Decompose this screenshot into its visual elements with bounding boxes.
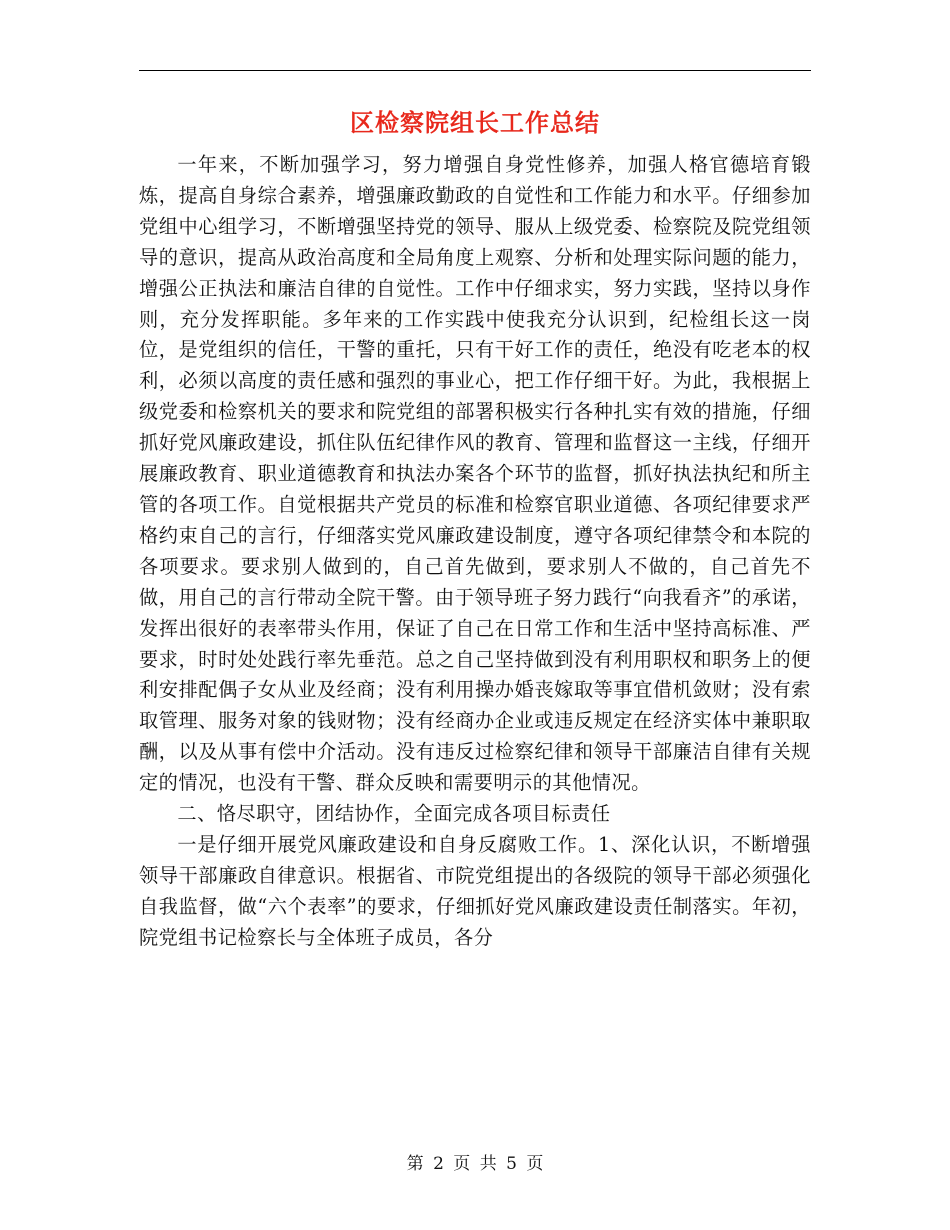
footer-current-page: 2 bbox=[433, 1154, 444, 1174]
paragraph-first-item: 一是仔细开展党风廉政建设和自身反腐败工作。1、深化认识，不断增强领导干部廉政自律意识。根据省、市院党组提出的各级院的领导干部必须强化自我监督，做“六个表率”的要求，仔细抓好党风廉政建设责任制落实。年初，院党组书记检察长与全体班子成员，各分 bbox=[139, 832, 811, 949]
footer-prefix: 第 bbox=[406, 1154, 424, 1174]
header-rule bbox=[139, 70, 811, 71]
paragraph-summary: 一年来，不断加强学习，努力增强自身党性修养，加强人格官德培育锻炼，提高自身综合素养，增强廉政勤政的自觉性和工作能力和水平。仔细参加党组中心组学习，不断增强坚持党的领导、服从上级党委、检察院及院党组领导的意识，提高从政治高度和全局角度上观察、分析和处理实际问题的能力，增强公正执法和廉洁自律的自觉性。工作中仔细求实，努力实践，坚持以身作则，充分发挥职能。多年来的工作实践中使我充分认识到，纪检组长这一岗位，是党组织的信任，干警的重托，只有干好工作的责任，绝没有吃老本的权利，必须以高度的责任感和强烈的事业心，把工作仔细干好。为此，我根据上级党委和检察机关的要求和院党组的部署积极实行各种扎实有效的措施，仔细抓好党风廉政建设，抓住队伍纪律作风的教育、管理和监督这一主线，仔细开展廉政教育、职业道德教育和执法办案各个环节的监督，抓好执法执纪和所主管的各项工作。自觉根据共产党员的标准和检察官职业道德、各项纪律要求严格约束自己的言行，仔细落实党风廉政建设制度，遵守各项纪律禁令和本院的各项要求。要求别人做到的，自己首先做到，要求别人不做的，自己首先不做，用自己的言行带动全院干警。由于领导班子努力践行“向我看齐”的承诺，发挥出很好的表率带头作用，保证了自己在日常工作和生活中坚持高标准、严要求，时时处处践行率先垂范。总之自己坚持做到没有利用职权和职务上的便利安排配偶子女从业及经商；没有利用操办婚丧嫁取等事宜借机敛财；没有索取管理、服务对象的钱财物；没有经商办企业或违反规定在经济实体中兼职取酬，以及从事有偿中介活动。没有违反过检察纪律和领导干部廉洁自律有关规定的情况，也没有干警、群众反映和需要明示的其他情况。 bbox=[139, 153, 811, 795]
footer-page-word: 页 bbox=[453, 1154, 471, 1174]
footer-suffix: 页 bbox=[526, 1154, 544, 1174]
document-body bbox=[139, 150, 811, 954]
page-footer bbox=[139, 1152, 811, 1176]
footer-total-word: 共 bbox=[479, 1154, 497, 1174]
paragraph-section-heading: 二、恪尽职守，团结协作，全面完成各项目标责任 bbox=[177, 802, 611, 826]
footer-total-pages: 5 bbox=[506, 1154, 517, 1174]
document-title: 区检察院组长工作总结 bbox=[350, 108, 600, 137]
